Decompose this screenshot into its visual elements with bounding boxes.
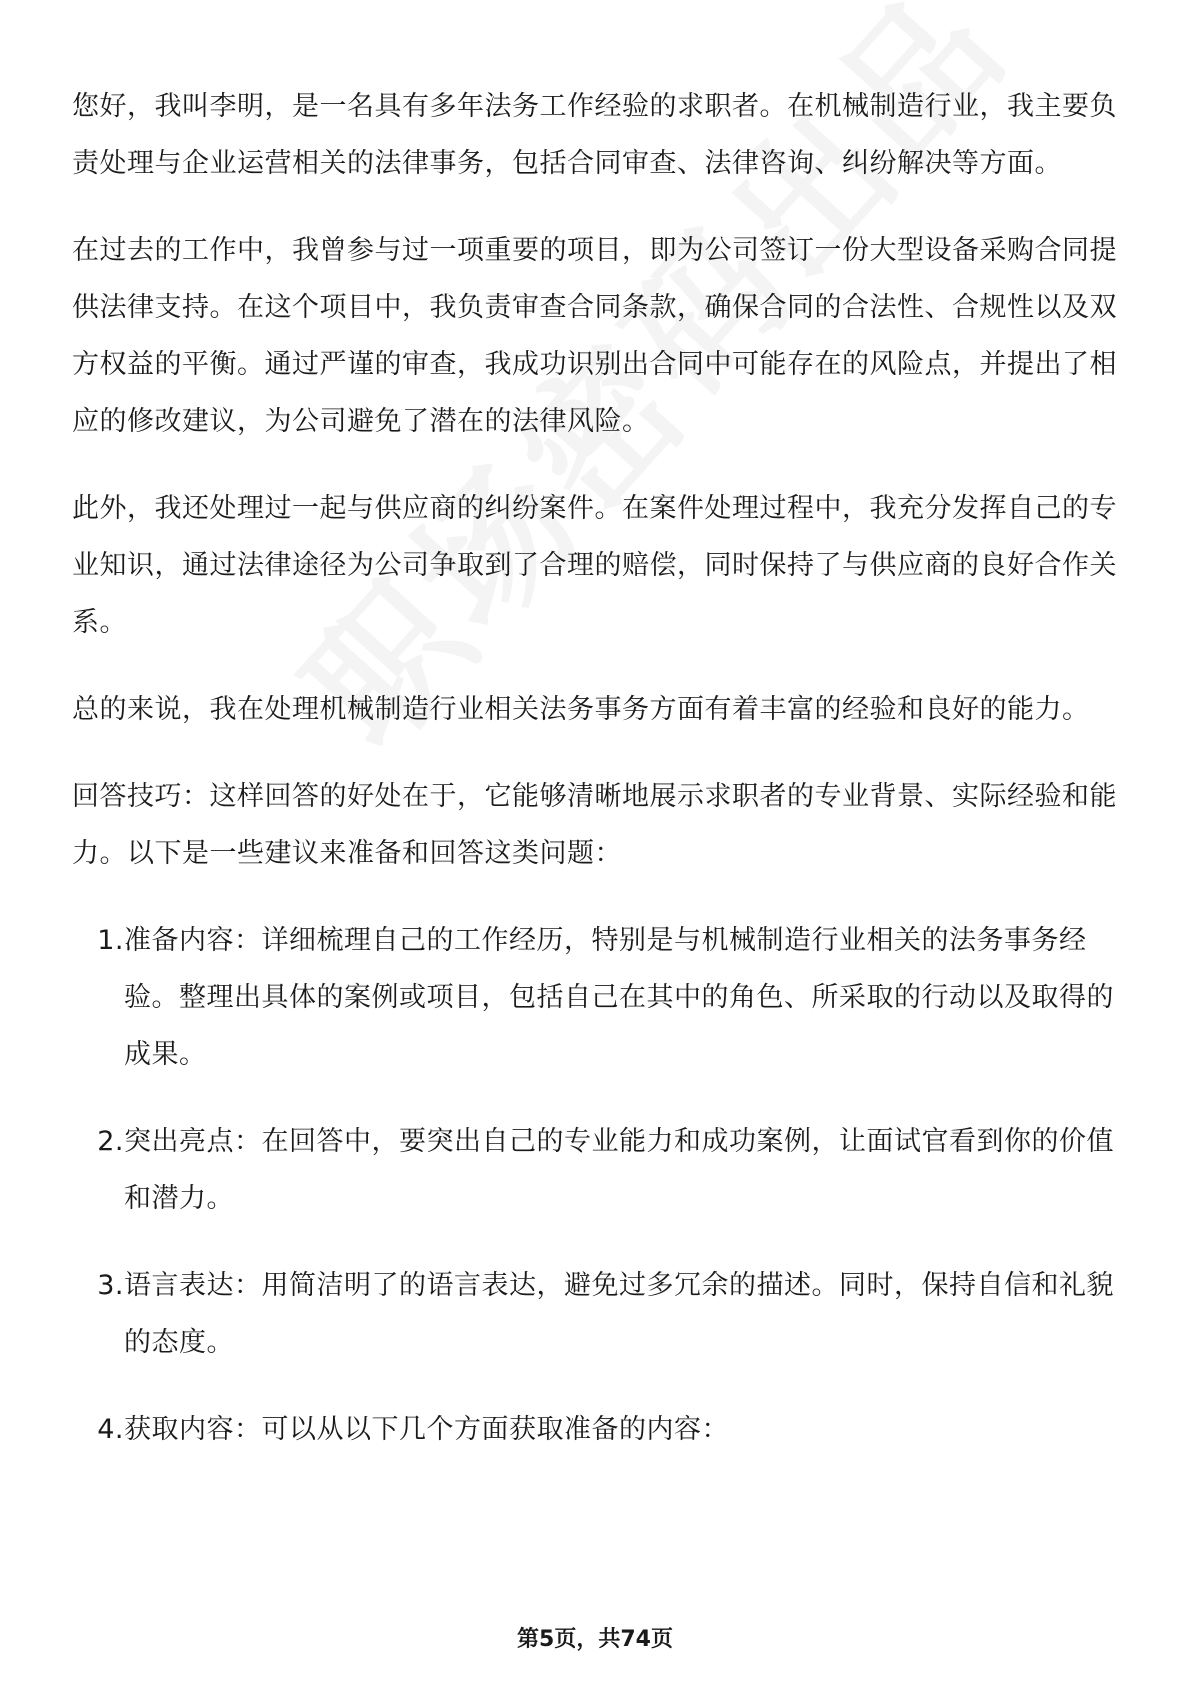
- list-item-number: 2.: [97, 1126, 124, 1157]
- list-item-number: 3.: [97, 1270, 124, 1301]
- paragraph-intro: 您好，我叫李明，是一名具有多年法务工作经验的求职者。在机械制造行业，我主要负责处理与企业运营相关的法律事务，包括合同审查、法律咨询、纠纷解决等方面。: [72, 91, 1117, 179]
- list-item: [72, 912, 1122, 1083]
- list-item-text: 获取内容：可以从以下几个方面获取准备的内容：: [124, 1414, 729, 1445]
- page-footer: 第5页，共74页: [517, 1627, 673, 1652]
- list-item-text: 突出亮点：在回答中，要突出自己的专业能力和成功案例，让面试官看到你的价值和潜力。: [124, 1126, 1114, 1214]
- tips-list: [72, 912, 1122, 1458]
- list-item: [72, 1113, 1122, 1227]
- list-item-number: 1.: [97, 925, 124, 956]
- paragraph-project: 在过去的工作中，我曾参与过一项重要的项目，即为公司签订一份大型设备采购合同提供法律支持。在这个项目中，我负责审查合同条款，确保合同的合法性、合规性以及双方权益的平衡。通过严谨的审查，我成功识别出合同中可能存在的风险点，并提出了相应的修改建议，为公司避免了潜在的法律风险。: [72, 235, 1117, 437]
- document-body: [72, 78, 1122, 1488]
- paragraph-summary: 总的来说，我在处理机械制造行业相关法务事务方面有着丰富的经验和良好的能力。: [72, 694, 1090, 725]
- list-item: [72, 1401, 1122, 1458]
- list-item-text: 准备内容：详细梳理自己的工作经历，特别是与机械制造行业相关的法务事务经验。整理出具体的案例或项目，包括自己在其中的角色、所采取的行动以及取得的成果。: [124, 925, 1114, 1070]
- list-item-number: 4.: [97, 1414, 124, 1445]
- list-item: [72, 1257, 1122, 1371]
- paragraph-tips: 回答技巧：这样回答的好处在于，它能够清晰地展示求职者的专业背景、实际经验和能力。以下是一些建议来准备和回答这类问题：: [72, 781, 1117, 869]
- paragraph-dispute: 此外，我还处理过一起与供应商的纠纷案件。在案件处理过程中，我充分发挥自己的专业知识，通过法律途径为公司争取到了合理的赔偿，同时保持了与供应商的良好合作关系。: [72, 493, 1117, 638]
- list-item-text: 语言表达：用简洁明了的语言表达，避免过多冗余的描述。同时，保持自信和礼貌的态度。: [124, 1270, 1114, 1358]
